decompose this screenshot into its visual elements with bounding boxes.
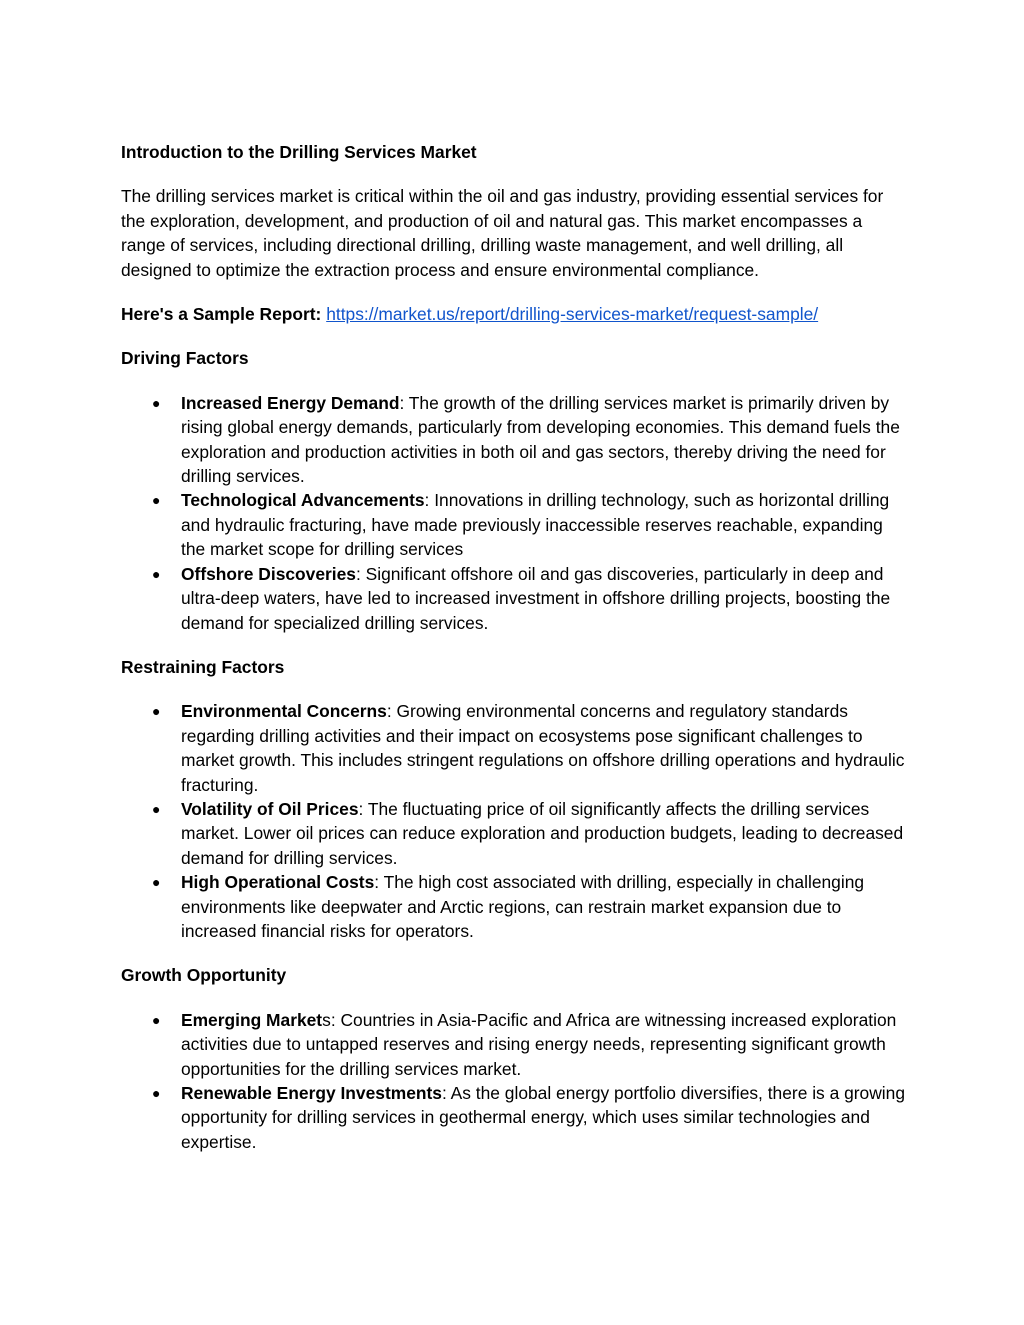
bullet-icon: ● <box>152 1011 161 1028</box>
spacer <box>121 326 911 346</box>
list-item <box>121 391 911 489</box>
section-heading: Growth Opportunity <box>121 965 287 986</box>
list-item-text: : The growth of the drilling services market is primarily driven by rising global energy demands, particularly from developing economies. This demand fuels the exploration and production activities in both oil and gas sectors, thereby driving the need for drilling services. <box>181 392 900 487</box>
list-item-term: Environmental Concerns <box>181 701 387 722</box>
list-item <box>121 562 911 635</box>
sample-report-label: Here's a Sample Report: <box>121 304 322 325</box>
list-item <box>121 699 911 797</box>
bullet-icon: ● <box>152 703 161 720</box>
spacer <box>121 371 911 391</box>
list-item-term: Offshore Discoveries <box>181 563 356 584</box>
list-item <box>121 1008 911 1081</box>
list-item-term: Increased Energy Demand <box>181 392 400 413</box>
sample-report-line <box>121 302 911 326</box>
list-item-text: : The high cost associated with drilling, especially in challenging environments like deepwater and Arctic regions, can restrain market expansion due to increased financial risks for operators. <box>181 872 865 941</box>
list-item-text: : Significant offshore oil and gas discoveries, particularly in deep and ultra-deep waters, have led to increased investment in offshore drilling projects, boosting the demand for specialized drilling services. <box>181 563 891 633</box>
spacer <box>121 679 911 699</box>
bullet-list <box>121 1008 911 1154</box>
bullet-icon: ● <box>152 394 161 411</box>
page-title: Introduction to the Drilling Services Market <box>121 142 477 162</box>
bullet-list <box>121 699 911 943</box>
spacer <box>121 988 911 1008</box>
section-heading: Restraining Factors <box>121 656 285 677</box>
bullet-icon: ● <box>152 565 161 582</box>
list-item <box>121 1081 911 1154</box>
list-item <box>121 488 911 561</box>
section-heading: Driving Factors <box>121 348 249 369</box>
list-item-text: : Growing environmental concerns and regulatory standards regarding drilling activities and their impact on ecosystems pose significant challenges to market growth. This includes stringent regulations on offshore drilling operations and hydraulic fracturing. <box>181 701 905 795</box>
list-item-term: High Operational Costs <box>181 872 375 893</box>
list-item-term: Volatility of Oil Prices <box>181 798 359 819</box>
spacer <box>121 282 911 302</box>
list-item-term-tail: s <box>322 1009 331 1030</box>
bullet-list <box>121 391 911 635</box>
sample-report-link[interactable]: https://market.us/report/drilling-services-market/request-sample/ <box>326 304 819 325</box>
bullet-icon: ● <box>152 874 161 891</box>
spacer <box>121 635 911 655</box>
spacer <box>121 164 911 184</box>
list-item-term: Emerging Market <box>181 1009 323 1030</box>
intro-paragraph: The drilling services market is critical within the oil and gas industry, providing essential services for the exploration, development, and production of oil and natural gas. This market encompasses a range of services, including directional drilling, drilling waste management, and well drilling, all designed to optimize the extraction process and ensure environmental compliance. <box>121 186 884 280</box>
list-item-term: Renewable Energy Investments <box>181 1083 442 1103</box>
list-item-term: Technological Advancements <box>181 490 425 511</box>
list-item-text: : The fluctuating price of oil significantly affects the drilling services market. Lower oil prices can reduce exploration and production budgets, leading to decreased demand for drilling services. <box>181 798 904 868</box>
sections-container <box>121 326 911 1154</box>
bullet-icon: ● <box>152 1085 161 1101</box>
document-body <box>121 140 911 1154</box>
list-item-text: : As the global energy portfolio diversifies, there is a growing opportunity for drilling services in geothermal energy, which uses similar technologies and expertise. <box>181 1083 905 1152</box>
list-item-text: : Innovations in drilling technology, such as horizontal drilling and hydraulic fracturing, have made previously inaccessible reserves reachable, expanding the market scope for drilling services <box>181 490 890 560</box>
list-item-text: : Countries in Asia-Pacific and Africa are witnessing increased exploration activities due to untapped reserves and rising energy needs, representing significant growth opportunities for the drilling services market. <box>181 1009 897 1079</box>
spacer <box>121 943 911 963</box>
bullet-icon: ● <box>152 800 161 817</box>
list-item <box>121 797 911 870</box>
bullet-icon: ● <box>152 492 161 509</box>
list-item <box>121 870 911 943</box>
